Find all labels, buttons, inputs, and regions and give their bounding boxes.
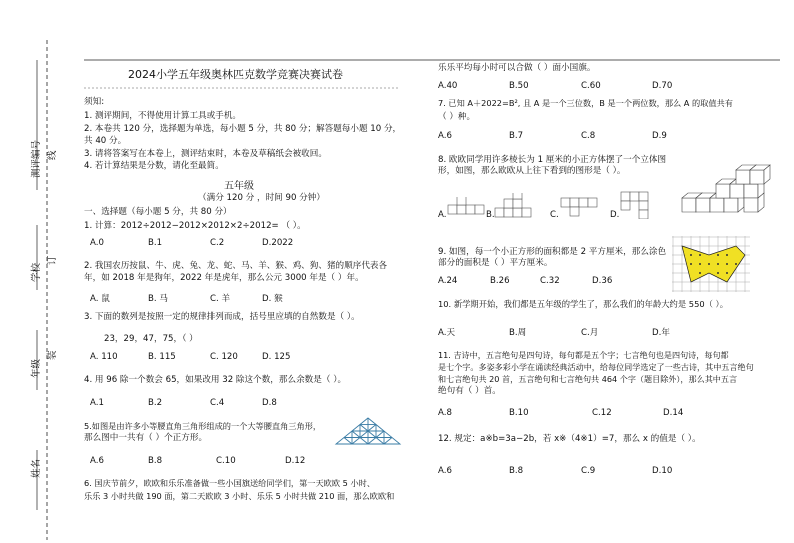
q2-option-a[interactable]: A. 鼠: [90, 294, 110, 304]
q6-option-c[interactable]: C.60: [581, 81, 601, 91]
q6-option-a[interactable]: A.40: [438, 81, 458, 91]
q2-option-d[interactable]: D. 猴: [262, 294, 283, 304]
q7-option-b[interactable]: B.7: [509, 131, 524, 141]
q8-option-b[interactable]: B.: [486, 210, 495, 220]
binding-label-school: 学校: [31, 262, 42, 282]
q5-option-c[interactable]: C.10: [216, 456, 236, 466]
question-3-stem-line1: 3. 下面的数列是按照一定的规律排列而成，括号里应填的自然数是（ ）。: [84, 312, 360, 322]
question-10-stem: 10. 新学期开始，我们都是五年级的学生了，那么我们的年龄大约是 550（ ）。: [438, 299, 728, 309]
page-title: 2024小学五年级奥林匹克数学竞赛决赛试卷: [128, 68, 343, 81]
question-12-stem: 12. 规定：a※b=3a−2b，若 x※（4※1）=7，那么 x 的值是（ ）。: [438, 434, 701, 444]
q7-option-d[interactable]: D.9: [652, 131, 667, 141]
q3-option-d[interactable]: D. 125: [262, 352, 291, 362]
q5-option-d[interactable]: D.12: [285, 456, 306, 466]
q3-option-b[interactable]: B. 115: [148, 352, 176, 362]
question-6-stem-line2: 乐乐 3 小时共做 190 面，第二天欧欧 3 小时、乐乐 5 小时共做 210 面，那么欧欧和: [84, 491, 395, 501]
q9-option-b[interactable]: B.26: [490, 276, 510, 286]
q12-option-a[interactable]: A.6: [438, 466, 452, 476]
binding-label-xian: 线: [47, 150, 58, 160]
shaded-grid-figure: [672, 236, 752, 292]
q12-option-b[interactable]: B.8: [509, 466, 524, 476]
question-3-sequence: 23，29，47，75，（ ）: [104, 334, 198, 344]
question-2-stem-line2: 年，如 2018 年是狗年，2022 年是虎年，那么公元 3000 年是（ ）年。: [84, 273, 364, 283]
q2-option-b[interactable]: B. 马: [148, 294, 168, 304]
q11-option-a[interactable]: A.8: [438, 408, 452, 418]
q5-option-a[interactable]: A.6: [90, 456, 104, 466]
binding-label-zhuang: 装: [47, 350, 58, 360]
question-11-stem-line1: 11. 吉诗中，五言绝句是四句诗，每句都是五个字；七言绝句也是四句诗，每句都: [438, 350, 729, 360]
q10-option-a[interactable]: A.天: [438, 328, 456, 338]
note-item: 3. 请将答案写在本卷上，测评结束时，本卷及草稿纸会被收回。: [84, 149, 327, 159]
q12-option-c[interactable]: C.9: [581, 466, 596, 476]
q5-option-b[interactable]: B.8: [148, 456, 163, 466]
q8-option-d[interactable]: D.: [610, 210, 620, 220]
question-11-stem-line3: 和七言绝句共 20 首，五言绝句和七言绝句共 464 个字（题目除外），那么其中五言: [438, 374, 738, 384]
q4-option-d[interactable]: D.8: [262, 398, 277, 408]
q9-option-a[interactable]: A.24: [438, 276, 458, 286]
q4-option-a[interactable]: A.1: [90, 398, 104, 408]
cube-stack-figure: [678, 160, 784, 218]
question-2-stem-line1: 2. 我国农历按鼠、牛、虎、兔、龙、蛇、马、羊、猴、鸡、狗、猪的顺序代表各: [84, 261, 388, 271]
note-item: 共 40 分。: [84, 136, 127, 146]
q8-option-a[interactable]: A.: [438, 210, 447, 220]
triangle-figure: [334, 416, 404, 446]
q11-option-d[interactable]: D.14: [663, 408, 684, 418]
q8-option-d-figure: [620, 191, 666, 219]
binding-label-name: 姓名: [31, 458, 42, 478]
score-line: （满分 120 分 ，时间 90 分钟）: [198, 193, 325, 203]
q1-option-d[interactable]: D.2022: [262, 238, 294, 248]
q2-option-c[interactable]: C. 羊: [210, 294, 231, 304]
q9-option-c[interactable]: C.32: [540, 276, 560, 286]
q6-option-d[interactable]: D.70: [652, 81, 673, 91]
question-8-stem-line2: 形，如图，那么欧欧从上往下看到的图形是（ ）。: [438, 166, 626, 176]
q3-option-a[interactable]: A. 110: [90, 352, 118, 362]
question-1-stem: 1. 计算：2012÷2012−2012×2012×2÷2012= （ ）。: [84, 221, 306, 231]
note-item: 4. 若计算结果是分数，请化至最简。: [84, 161, 224, 171]
question-8-stem-line1: 8. 欧欧同学用许多棱长为 1 厘米的小正方体摆了一个立体图: [438, 155, 667, 165]
question-5-stem-line1: 5.如图是由许多小等腰直角三角形组成的一个大等腰直角三角形，: [84, 421, 322, 431]
q10-option-d[interactable]: D.年: [652, 328, 670, 338]
question-11-stem-line4: 绝句有（ ）首。: [438, 386, 501, 396]
q8-option-a-figure: [447, 197, 493, 221]
q6-option-b[interactable]: B.50: [509, 81, 529, 91]
note-item: 2. 本卷共 120 分，选择题为单选，每小题 5 分，共 80 分；解答题每小题 10 分，: [84, 124, 402, 134]
question-9-stem-line2: 部分的面积是（ ）平方厘米。: [438, 258, 553, 268]
binding-label-exam-id: 测评编号: [31, 139, 42, 178]
q9-option-d[interactable]: D.36: [592, 276, 613, 286]
q11-option-b[interactable]: B.10: [509, 408, 529, 418]
note-item: 1. 测评期间，不得使用计算工具或手机。: [84, 111, 242, 121]
question-9-stem-line1: 9. 如图，每一个小正方形的面积都是 2 平方厘米，那么涂色: [438, 247, 667, 257]
q1-option-a[interactable]: A.0: [90, 238, 104, 248]
question-4-stem: 4. 用 96 除一个数会 65，如果改用 32 除这个数，那么余数是（ ）。: [84, 375, 347, 385]
question-11-stem-line2: 是七个字。多姿多彩小学在诵读经典活动中，给每位同学选定了一些古诗，其中五言绝句: [438, 362, 754, 372]
q11-option-c[interactable]: C.12: [592, 408, 612, 418]
binding-label-ding: 订: [47, 255, 58, 265]
question-7-stem-line1: 7. 已知 A＋2022=B², 且 A 是一个三位数，B 是一个两位数，那么 A 的取值共有: [438, 98, 733, 108]
q8-option-c[interactable]: C.: [550, 210, 559, 220]
q1-option-b[interactable]: B.1: [148, 238, 163, 248]
q4-option-c[interactable]: C.4: [210, 398, 225, 408]
q12-option-d[interactable]: D.10: [652, 466, 673, 476]
q8-option-b-figure: [494, 193, 540, 219]
binding-label-grade: 年级: [31, 358, 42, 378]
question-6-stem-line1: 6. 国庆节前夕，欧欧和乐乐准备做一些小国旗送给同学们，第一天欧欧 5 小时、: [84, 478, 376, 488]
section-title: 一、选择题（每小题 5 分，共 80 分）: [84, 207, 232, 217]
header-rules: [0, 0, 794, 100]
q3-option-c[interactable]: C. 120: [210, 352, 238, 362]
question-5-stem-line2: 那么图中一共有（ ）个正方形。: [84, 433, 208, 443]
q7-option-c[interactable]: C.8: [581, 131, 596, 141]
question-6-stem-cont: 乐乐平均每小时可以合做（ ）面小国旗。: [438, 63, 596, 73]
q10-option-b[interactable]: B.周: [509, 328, 527, 338]
q1-option-c[interactable]: C.2: [210, 238, 225, 248]
q7-option-a[interactable]: A.6: [438, 131, 452, 141]
q10-option-c[interactable]: C.月: [581, 328, 599, 338]
q8-option-c-figure: [560, 193, 606, 219]
q4-option-b[interactable]: B.2: [148, 398, 163, 408]
notes-heading: 须知:: [84, 97, 105, 107]
question-7-stem-line2: （ ）种。: [438, 112, 476, 122]
grade-title: 五年级: [224, 181, 254, 192]
